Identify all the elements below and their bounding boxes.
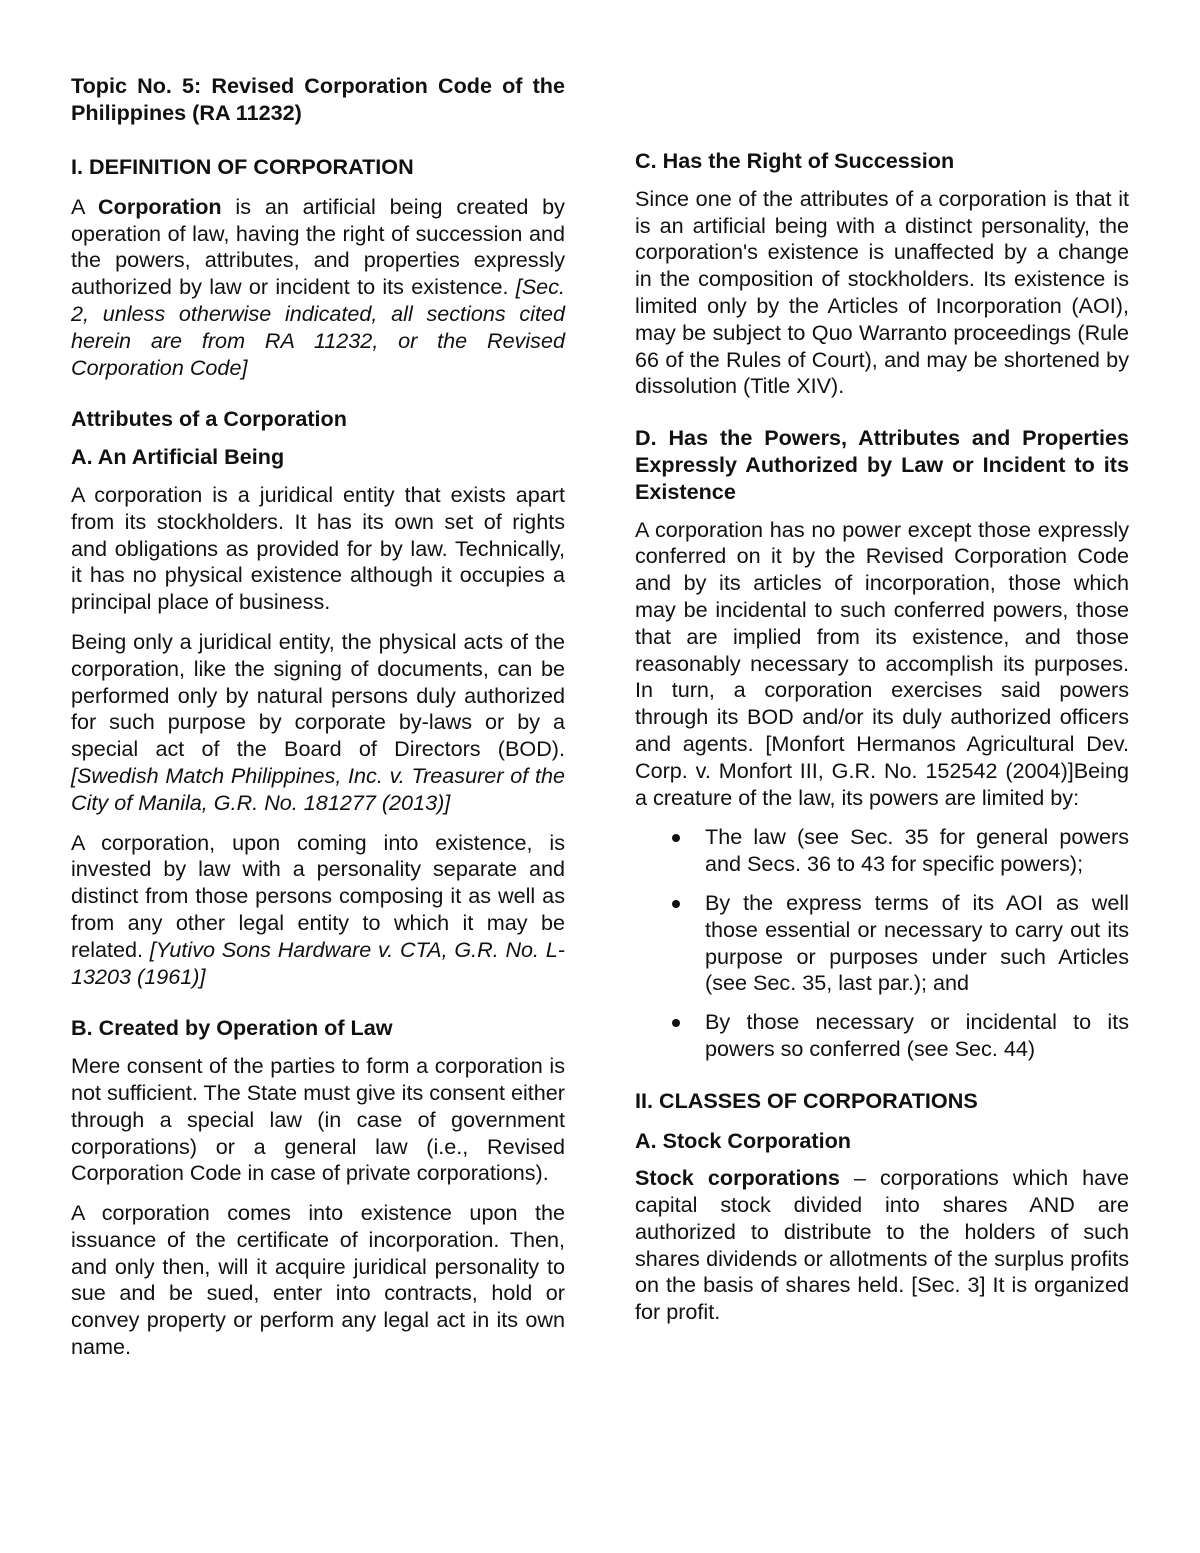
powers-limit-list	[635, 824, 1129, 1062]
operation-of-law-paragraph-1: Mere consent of the parties to form a corporation is not sufficient. The State must give its consent either through a special law (in case of government corporations) or a general law (i.e., Revised Corporation Code in case of private corporations).	[71, 1053, 565, 1186]
artificial-being-paragraph-1: A corporation is a juridical entity that exists apart from its stockholders. It has its own set of rights and obligations as provided for by law. Technically, it has no physical existence although it occupies a principal place of business.	[71, 481, 565, 615]
bullet-icon	[672, 900, 680, 908]
stock-corporation-paragraph	[635, 1165, 1129, 1326]
powers-paragraph: A corporation has no power except those expressly conferred on it by the Revised Corporation Code and by its articles of incorporation, those which may be incidental to such conferred powers, those that are implied from its existence, and those reasonably necessary to accomplish its purposes. In turn, a corporation exercises said powers through its BOD and/or its duly authorized officers and agents. [Monfort Hermanos Agricultural Dev. Corp. v. Monfort III, G.R. No. 152542 (2004)]Being a creature of the law, its powers are limited by:	[635, 516, 1129, 810]
list-item-text: By those necessary or incidental to its powers so conferred (see Sec. 44)	[705, 1009, 1129, 1061]
bullet-icon	[672, 834, 680, 842]
list-item-text: The law (see Sec. 35 for general powers and Secs. 36 to 43 for specific powers);	[705, 824, 1129, 877]
yutivo-citation: [Yutivo Sons Hardware v. CTA, G.R. No. L-13203 (1961)]	[71, 936, 565, 989]
left-column	[71, 72, 565, 1374]
definition-term: Corporation	[98, 193, 222, 219]
list-item	[635, 1009, 1129, 1063]
definition-text: is an artificial being created by operation of law, having the right of succession and the powers, attributes, and properties expressly authorized by law or incident to its existence.	[71, 193, 565, 300]
definition-citation: [Sec. 2, unless otherwise indicated, all sections cited herein are from RA 11232, or the Revised Corporation Code]	[71, 274, 565, 380]
definition-text-start: A	[71, 193, 99, 219]
subheading-right-of-succession: C. Has the Right of Succession	[635, 148, 955, 173]
right-column	[635, 148, 1129, 1339]
artificial-being-paragraph-3-text: A corporation, upon coming into existence, is invested by law with a personality separate and distinct from those persons composing it as well as from any other legal entity to which it may be related.	[71, 829, 565, 962]
stock-corporation-term: Stock corporations	[635, 1165, 840, 1191]
definition-paragraph	[71, 194, 565, 382]
section-heading-definition: I. DEFINITION OF CORPORATION	[71, 154, 414, 179]
list-item-text: By the express terms of its AOI as well those essential or necessary to carry out its purpose or purposes under such Articles (see Sec. 35, last par.); and	[705, 889, 1129, 996]
stock-corporation-text: – corporations which have capital stock divided into shares AND are authorized to distribute to the holders of such shares dividends or allotments of the surplus profits on the basis of shares held. [Sec. 3] It is organized for profit.	[635, 1165, 1130, 1325]
list-item	[635, 890, 1129, 997]
document-title: Topic No. 5: Revised Corporation Code of the Philippines (RA 11232)	[71, 73, 565, 125]
subheading-operation-of-law: B. Created by Operation of Law	[71, 1015, 393, 1041]
subheading-stock-corporation: A. Stock Corporation	[635, 1127, 851, 1153]
artificial-being-paragraph-3	[71, 830, 565, 991]
artificial-being-paragraph-2	[71, 629, 565, 817]
swedish-match-citation: [Swedish Match Philippines, Inc. v. Treasurer of the City of Manila, G.R. No. 181277 (2013)]	[71, 762, 565, 815]
subheading-powers-attributes: D. Has the Powers, Attributes and Properties Expressly Authorized by Law or Incident to its Existence	[635, 425, 1129, 504]
succession-paragraph: Since one of the attributes of a corporation is that it is an artificial being with a distinct personality, the corporation's existence is unaffected by a change in the composition of stockholders. Its existence is limited only by the Articles of Incorporation (AOI), may be subject to Quo Warranto proceedings (Rule 66 of the Rules of Court), and may be shortened by dissolution (Title XIV).	[635, 185, 1129, 399]
list-item	[635, 824, 1129, 878]
attributes-heading: Attributes of a Corporation	[71, 406, 347, 432]
operation-of-law-paragraph-2: A corporation comes into existence upon the issuance of the certificate of incorporation. Then, and only then, will it acquire juridical personality to sue and be sued, enter into contracts, hold or convey property or perform any legal act in its own name.	[71, 1200, 565, 1360]
artificial-being-paragraph-2-text: Being only a juridical entity, the physical acts of the corporation, like the signing of documents, can be performed only by natural persons duly authorized for such purpose by corporate by-laws or by a special act of the Board of Directors (BOD).	[71, 628, 565, 762]
subheading-artificial-being: A. An Artificial Being	[71, 444, 285, 470]
section-heading-classes: II. CLASSES OF CORPORATIONS	[635, 1087, 978, 1113]
bullet-icon	[672, 1019, 680, 1027]
